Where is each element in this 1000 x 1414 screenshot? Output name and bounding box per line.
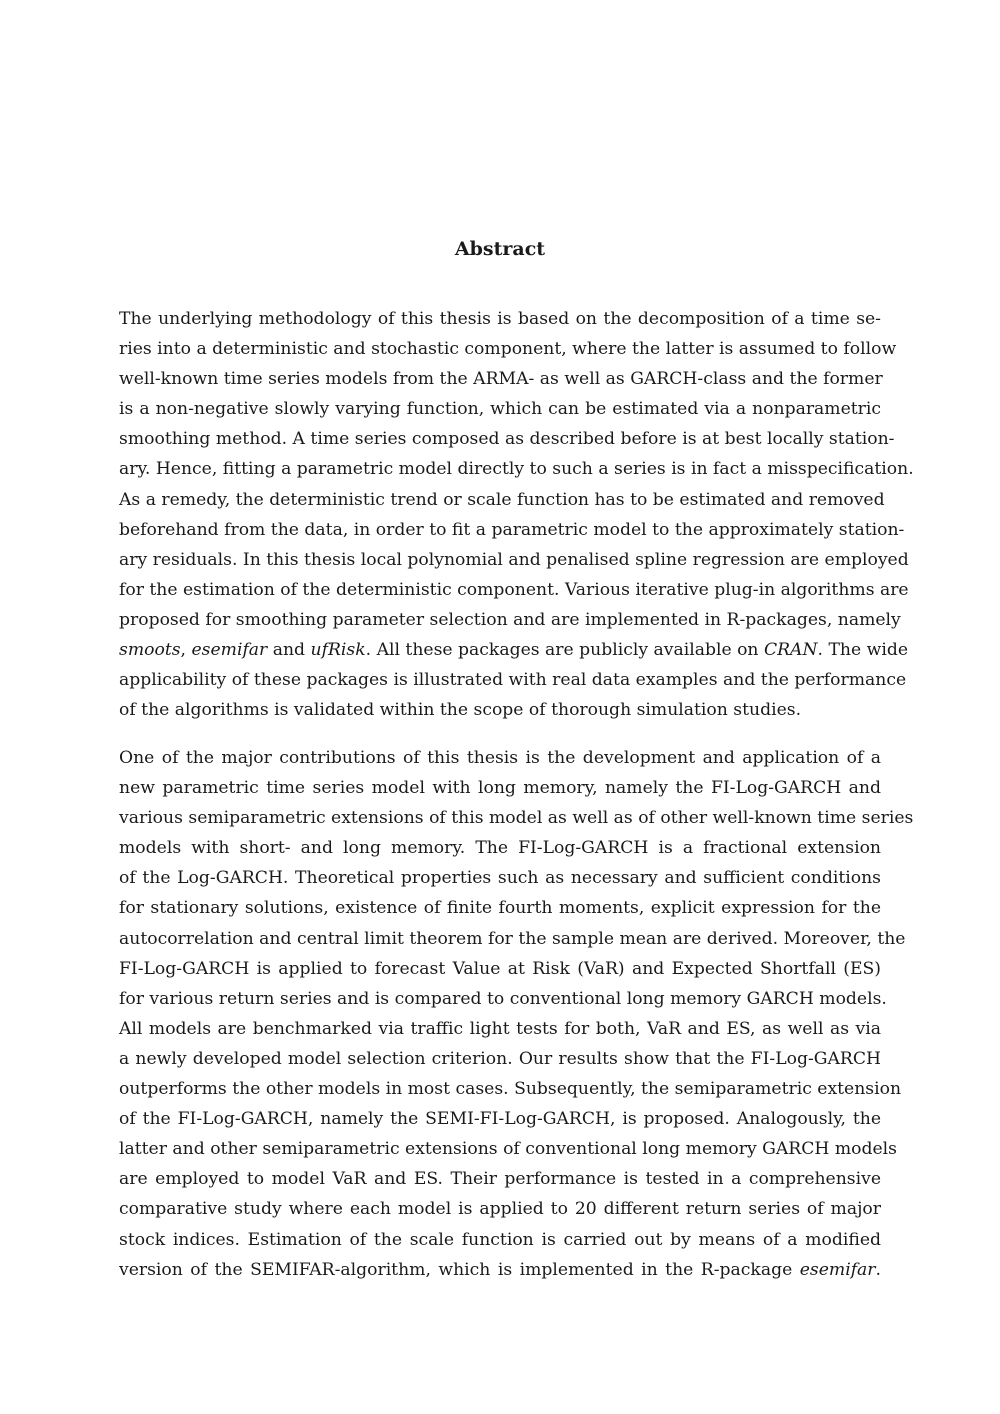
package-name-esemifar: esemifar xyxy=(799,1259,876,1280)
package-name-smoots: smoots xyxy=(119,640,181,661)
paragraph-line: One of the major contributions of this thesis is the development and application of a xyxy=(119,748,881,768)
paragraph-line-packages xyxy=(119,635,908,665)
paragraph-line: comparative study where each model is applied to 20 different return series of major xyxy=(119,1199,881,1220)
paragraph-line: models with short- and long memory. The FI-Log-GARCH is a fractional extension xyxy=(119,838,881,859)
paragraph-line: The underlying methodology of this thesis is based on the decomposition of a time se- xyxy=(119,309,881,329)
paragraph-line: for stationary solutions, existence of finite fourth moments, explicit expression for the xyxy=(119,898,881,919)
package-name-esemifar: esemifar xyxy=(191,640,268,661)
paragraph-line: are employed to model VaR and ES. Their performance is tested in a comprehensive xyxy=(119,1169,881,1190)
paragraph-line: As a remedy, the deterministic trend or scale function has to be estimated and removed xyxy=(119,489,885,510)
paragraph-line: well-known time series models from the ARMA- as well as GARCH-class and the former xyxy=(119,369,883,390)
paragraph-line: FI-Log-GARCH is applied to forecast Value at Risk (VaR) and Expected Shortfall (ES) xyxy=(119,958,881,979)
paragraph-line: for the estimation of the deterministic component. Various iterative plug-in algorithms are xyxy=(119,579,909,600)
sentence-text: . All these packages are publicly available on xyxy=(365,640,764,661)
paragraph-line: for various return series and is compared to conventional long memory GARCH models. xyxy=(119,988,887,1009)
sentence-text: . The wide xyxy=(817,640,908,661)
paragraph-line: new parametric time series model with long memory, namely the FI-Log-GARCH and xyxy=(119,778,881,799)
paragraph-line: beforehand from the data, in order to fit a parametric model to the approximately station- xyxy=(119,519,905,540)
paragraph-line: latter and other semiparametric extensions of conventional long memory GARCH models xyxy=(119,1139,897,1160)
sentence-text: . xyxy=(875,1259,881,1280)
paragraph-line: stock indices. Estimation of the scale function is carried out by means of a modified xyxy=(119,1229,881,1250)
paragraph-line: ary. Hence, fitting a parametric model directly to such a series is in fact a misspecification. xyxy=(119,459,914,480)
paragraph-line: outperforms the other models in most cases. Subsequently, the semiparametric extension xyxy=(119,1079,902,1100)
paragraph-line: All models are benchmarked via traffic light tests for both, VaR and ES, as well as via xyxy=(119,1018,881,1039)
paragraph-line: various semiparametric extensions of this model as well as of other well-known time series xyxy=(119,808,914,829)
separator-text: and xyxy=(267,640,311,661)
sentence-text: version of the SEMIFAR-algorithm, which is implemented in the R-package xyxy=(119,1259,800,1280)
separator-text: , xyxy=(180,640,192,661)
paragraph-line: smoothing method. A time series composed as described before is at best locally station- xyxy=(119,429,895,450)
abstract-heading: Abstract xyxy=(454,238,546,260)
abstract-paragraph-1 xyxy=(119,304,914,725)
paragraph-line: of the FI-Log-GARCH, namely the SEMI-FI-Log-GARCH, is proposed. Analogously, the xyxy=(119,1109,881,1130)
paragraph-line: is a non-negative slowly varying function, which can be estimated via a nonparametric xyxy=(119,399,881,420)
package-name-ufrisk: ufRisk xyxy=(310,640,366,661)
paragraph-line: ries into a deterministic and stochastic component, where the latter is assumed to follow xyxy=(119,339,897,360)
repository-name-cran: CRAN xyxy=(763,640,818,661)
abstract-paragraph-2 xyxy=(119,743,914,1285)
paragraph-line: autocorrelation and central limit theorem for the sample mean are derived. Moreover, the xyxy=(119,928,906,949)
paragraph-line: of the Log-GARCH. Theoretical properties such as necessary and sufficient conditions xyxy=(119,868,881,889)
paragraph-line: ary residuals. In this thesis local polynomial and penalised spline regression are employed xyxy=(119,549,909,570)
paragraph-line: of the algorithms is validated within the scope of thorough simulation studies. xyxy=(119,700,802,721)
paragraph-line: a newly developed model selection criterion. Our results show that the FI-Log-GARCH xyxy=(119,1048,881,1069)
paragraph-line: applicability of these packages is illustrated with real data examples and the performance xyxy=(119,670,907,691)
paragraph-line: proposed for smoothing parameter selection and are implemented in R-packages, namely xyxy=(119,609,901,630)
paragraph-line-final xyxy=(119,1255,881,1285)
